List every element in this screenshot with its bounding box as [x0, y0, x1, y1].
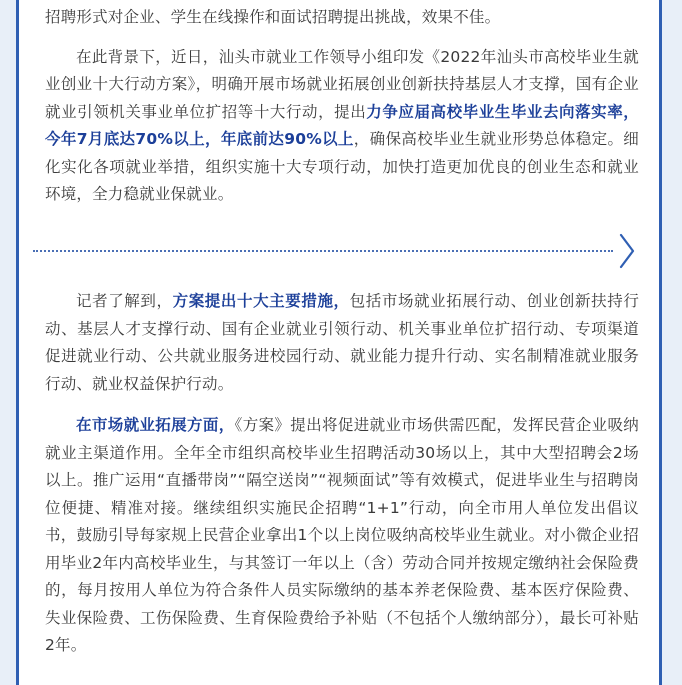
paragraph-background-text-b: ，确保高校毕业生就业形势总体稳定。细化实化各项就业举措，组织实施十大专项行动，加快打造更加优良的创业生态和就业环境，全力稳就业保就业。	[45, 130, 639, 203]
article-card	[16, 0, 662, 685]
paragraph-measures-highlight: 方案提出十大主要措施，	[172, 292, 350, 310]
paragraph-tail: 招聘形式对企业、学生在线操作和面试招聘提出挑战，效果不佳。	[45, 8, 501, 26]
paragraph-measures-text-a: 记者了解到，	[76, 292, 173, 310]
dotted-line	[33, 250, 613, 252]
paragraph-background-highlight: 力争应届高校毕业生毕业去向落实率，今年7月底达70%以上，年底前达90%以上	[45, 102, 639, 148]
paragraph-background	[45, 44, 639, 209]
section-divider	[33, 233, 637, 269]
paragraph-market	[45, 412, 639, 660]
paragraph-measures-text-b: 包括市场就业拓展行动、创业创新扶持行动、基层人才支撑行动、国有企业就业引领行动、机关事业单位扩招行动、专项渠道促进就业行动、公共就业服务进校园行动、就业能力提升行动、实名制精准就业服务行动、就业权益保护行动。	[45, 292, 640, 393]
paragraph-measures	[45, 288, 639, 398]
article-body-bottom	[45, 288, 639, 660]
paragraph-market-text: 《方案》提出将促进就业市场供需匹配，发挥民营企业吸纳就业主渠道作用。全年全市组织高校毕业生招聘活动30场以上，其中大型招聘会2场以上。推广运用“直播带岗”“隔空送岗”“视频面试”等有效模式，促进毕业生与招聘岗位便捷、精准对接。继续组织实施民企招聘“1+1”行动，向全市用人单位发出倡议书，鼓励引导每家规上民营企业拿出1个以上岗位吸纳高校毕业生就业。对小微企业招用毕业2年内高校毕业生，与其签订一年以上（含）劳动合同并按规定缴纳社会保险费的，每月按用人单位为符合条件人员实际缴纳的基本养老保险费、基本医疗保险费、失业保险费、工伤保险费、生育保险费给予补贴（不包括个人缴纳部分），最长可补贴2年。	[45, 416, 639, 654]
article-body-top	[45, 4, 639, 209]
paragraph-background-text-a: 在此背景下，近日，汕头市就业工作领导小组印发《2022年汕头市高校毕业生就业创业十大行动方案》，明确开展市场就业拓展创业创新扶持基层人才支撑，国有企业就业引领机关事业单位扩招等十大行动，提出	[45, 47, 639, 121]
chevron-right-icon	[617, 233, 637, 269]
paragraph-market-highlight: 在市场就业拓展方面，	[76, 416, 235, 434]
